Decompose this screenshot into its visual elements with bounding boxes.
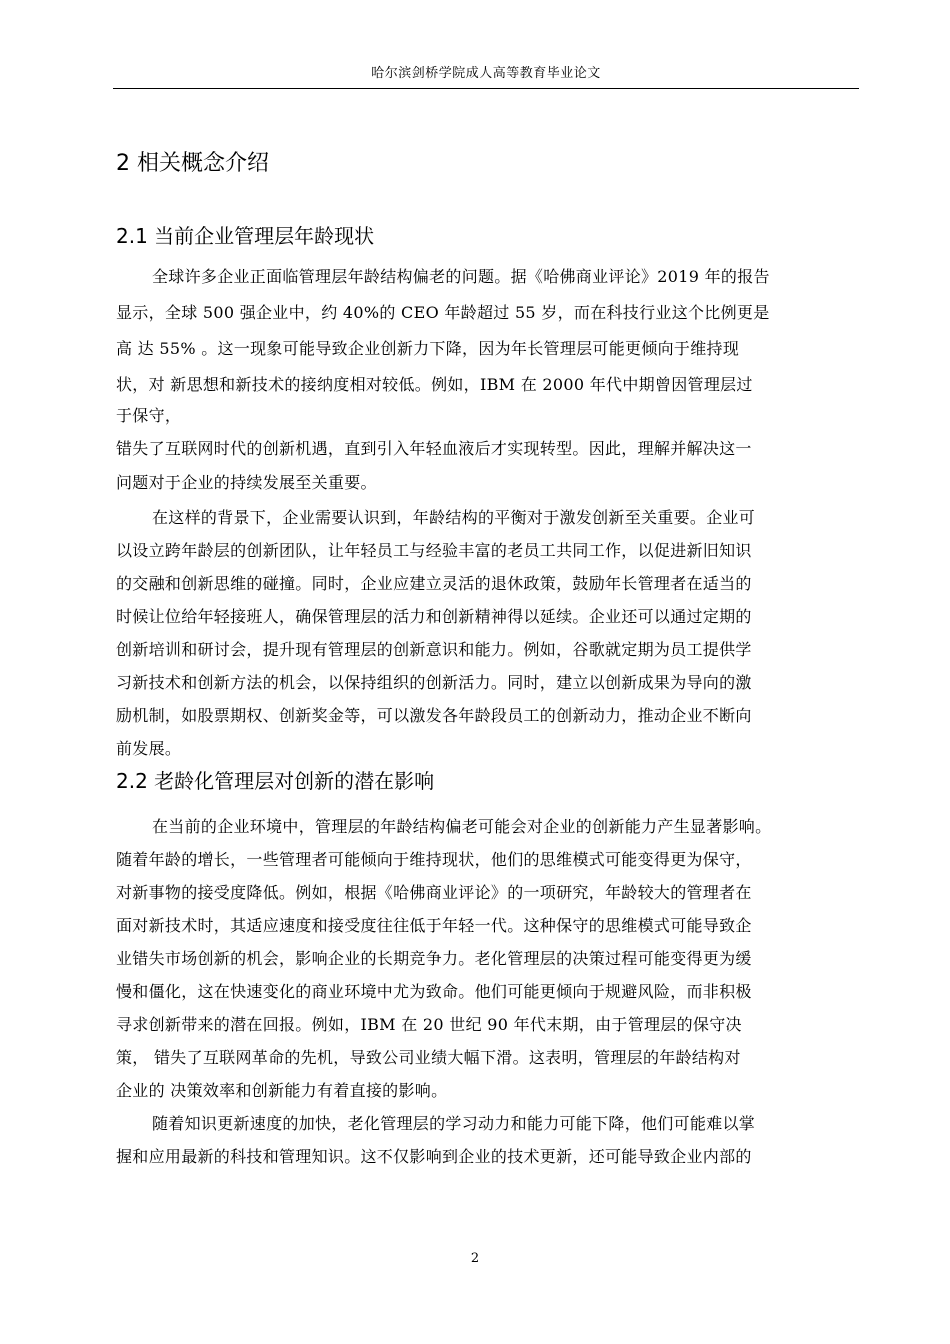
paragraph-line: 面对新技术时，其适应速度和接受度往往低于年轻一代。这种保守的思维模式可能导致企 bbox=[116, 916, 752, 935]
section-2-1-heading: 2.1 当前企业管理层年龄现状 bbox=[116, 224, 375, 248]
paragraph-line: 随着年龄的增长，一些管理者可能倾向于维持现状，他们的思维模式可能变得更为保守， bbox=[116, 850, 752, 869]
paragraph-line: 前发展。 bbox=[116, 739, 182, 758]
running-header: 哈尔滨剑桥学院成人高等教育毕业论文 bbox=[371, 66, 601, 81]
paragraph-line: 高 达 55% 。这一现象可能导致企业创新力下降，因为年长管理层可能更倾向于维持现 bbox=[116, 339, 740, 358]
paragraph-line: 于保守， bbox=[116, 406, 182, 425]
paragraph-line: 随着知识更新速度的加快，老化管理层的学习动力和能力可能下降，他们可能难以掌 bbox=[152, 1114, 756, 1133]
paragraph-line: 握和应用最新的科技和管理知识。这不仅影响到企业的技术更新，还可能导致企业内部的 bbox=[116, 1147, 752, 1166]
paragraph-line: 在这样的背景下，企业需要认识到，年龄结构的平衡对于激发创新至关重要。企业可 bbox=[152, 508, 756, 527]
section-2-2-heading: 2.2 老龄化管理层对创新的潜在影响 bbox=[116, 769, 435, 793]
paragraph-line: 问题对于企业的持续发展至关重要。 bbox=[116, 473, 377, 492]
paragraph-line: 业错失市场创新的机会，影响企业的长期竞争力。老化管理层的决策过程可能变得更为缓 bbox=[116, 949, 752, 968]
paragraph-line: 企业的 决策效率和创新能力有着直接的影响。 bbox=[116, 1081, 448, 1100]
page-number: 2 bbox=[470, 1251, 480, 1266]
paragraph-line: 的交融和创新思维的碰撞。同时，企业应建立灵活的退休政策，鼓励年长管理者在适当的 bbox=[116, 574, 752, 593]
paragraph-line: 创新培训和研讨会，提升现有管理层的创新意识和能力。例如，谷歌就定期为员工提供学 bbox=[116, 640, 752, 659]
paragraph-line: 励机制，如股票期权、创新奖金等，可以激发各年龄段员工的创新动力，推动企业不断向 bbox=[116, 706, 752, 725]
paragraph-line: 以设立跨年龄层的创新团队，让年轻员工与经验丰富的老员工共同工作，以促进新旧知识 bbox=[116, 541, 752, 560]
paragraph-line: 错失了互联网时代的创新机遇，直到引入年轻血液后才实现转型。因此，理解并解决这一 bbox=[116, 439, 752, 458]
paragraph-line: 时候让位给年轻接班人，确保管理层的活力和创新精神得以延续。企业还可以通过定期的 bbox=[116, 607, 752, 626]
paragraph-line: 寻求创新带来的潜在回报。例如，IBM 在 20 世纪 90 年代末期，由于管理层的保守决 bbox=[116, 1015, 742, 1034]
paragraph-line: 习新技术和创新方法的机会，以保持组织的创新活力。同时，建立以创新成果为导向的激 bbox=[116, 673, 752, 692]
paragraph-line: 在当前的企业环境中，管理层的年龄结构偏老可能会对企业的创新能力产生显著影响。 bbox=[152, 817, 772, 836]
paragraph-line: 对新事物的接受度降低。例如，根据《哈佛商业评论》的一项研究，年龄较大的管理者在 bbox=[116, 883, 752, 902]
paragraph-line: 显示，全球 500 强企业中，约 40%的 CEO 年龄超过 55 岁，而在科技行业这个比例更是 bbox=[116, 303, 770, 322]
paragraph-line: 慢和僵化，这在快速变化的商业环境中尤为致命。他们可能更倾向于规避风险，而非积极 bbox=[116, 982, 752, 1001]
chapter-heading: 2 相关概念介绍 bbox=[116, 151, 269, 176]
paragraph-line: 策， 错失了互联网革命的先机，导致公司业绩大幅下滑。这表明，管理层的年龄结构对 bbox=[116, 1048, 741, 1067]
header-divider bbox=[113, 88, 859, 89]
paragraph-line: 全球许多企业正面临管理层年龄结构偏老的问题。据《哈佛商业评论》2019 年的报告 bbox=[152, 267, 770, 286]
paragraph-line: 状，对 新思想和新技术的接纳度相对较低。例如，IBM 在 2000 年代中期曾因管理层过 bbox=[116, 375, 753, 394]
